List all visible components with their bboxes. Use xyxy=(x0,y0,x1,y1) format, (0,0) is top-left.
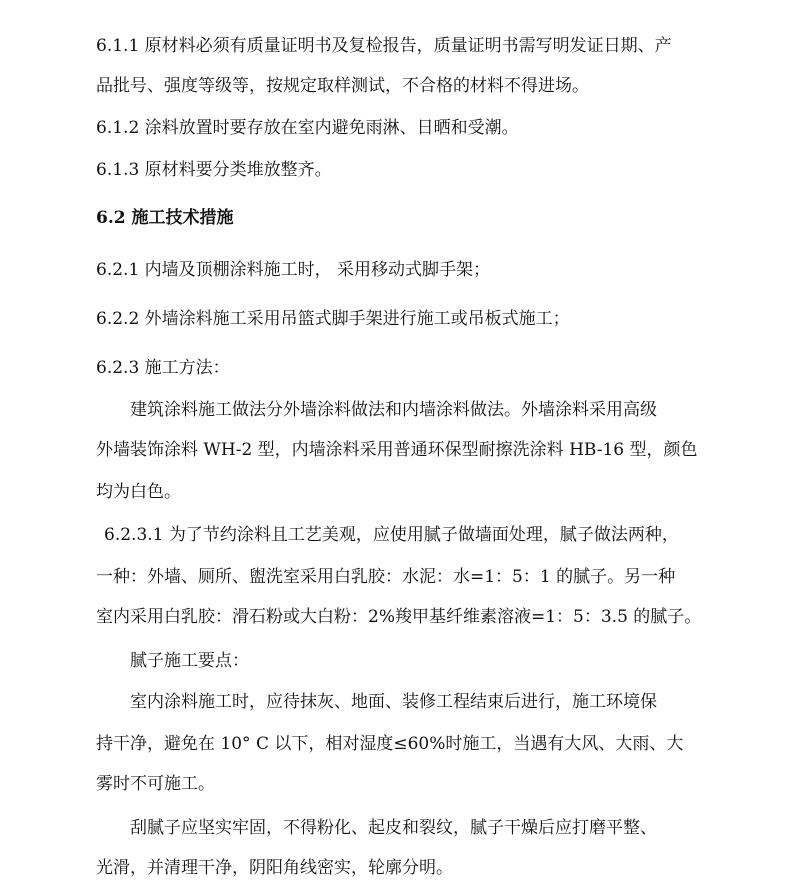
clause-6-1-1-line-2: 品批号、强度等级等，按规定取样测试，不合格的材料不得进场。 xyxy=(96,76,589,96)
paragraph-indoor-line-2: 持干净，避免在 10° C 以下，相对湿度≤60%时施工，当遇有大风、大雨、大 xyxy=(96,734,684,754)
clause-6-1-3: 6.1.3 原材料要分类堆放整齐。 xyxy=(96,160,332,180)
section-heading-6-2: 6.2 施工技术措施 xyxy=(96,208,234,228)
paragraph-indoor-line-1: 室内涂料施工时，应待抹灰、地面、装修工程结束后进行，施工环境保 xyxy=(130,692,657,712)
clause-6-2-3: 6.2.3 施工方法： xyxy=(96,358,230,378)
clause-6-2-2: 6.2.2 外墙涂料施工采用吊篮式脚手架进行施工或吊板式施工； xyxy=(96,309,570,329)
paragraph-putty-line-2: 光滑，并清理干净，阴阳角线密实，轮廓分明。 xyxy=(96,858,453,878)
paragraph-putty-line-1: 刮腻子应坚实牢固，不得粉化、起皮和裂纹，腻子干燥后应打磨平整、 xyxy=(130,818,657,838)
clause-6-2-3-1-line-1: 6.2.3.1 为了节约涂料且工艺美观，应使用腻子做墙面处理，腻子做法两种， xyxy=(104,525,679,545)
clause-6-1-1-line-1: 6.1.1 原材料必须有质量证明书及复检报告，质量证明书需写明发证日期、产 xyxy=(96,36,672,56)
paragraph-indoor-line-3: 雾时不可施工。 xyxy=(96,774,215,794)
paragraph-method-line-2: 外墙装饰涂料 WH-2 型，内墙涂料采用普通环保型耐擦洗涂料 HB-16 型，颜色 xyxy=(96,440,698,460)
clause-6-2-1: 6.2.1 内墙及顶棚涂料施工时， 采用移动式脚手架； xyxy=(96,260,491,280)
putty-key-points-heading: 腻子施工要点： xyxy=(130,651,249,671)
clause-6-2-3-1-line-2: 一种：外墙、厕所、盥洗室采用白乳胶：水泥：水=1：5：1 的腻子。另一种 xyxy=(96,567,676,587)
paragraph-method-line-3: 均为白色。 xyxy=(96,482,181,502)
paragraph-method-line-1: 建筑涂料施工做法分外墙涂料做法和内墙涂料做法。外墙涂料采用高级 xyxy=(130,400,657,420)
clause-6-2-3-1-line-3: 室内采用白乳胶：滑石粉或大白粉：2%羧甲基纤维素溶液=1：5：3.5 的腻子。 xyxy=(96,607,702,627)
clause-6-1-2: 6.1.2 涂料放置时要存放在室内避免雨淋、日晒和受潮。 xyxy=(96,118,519,138)
